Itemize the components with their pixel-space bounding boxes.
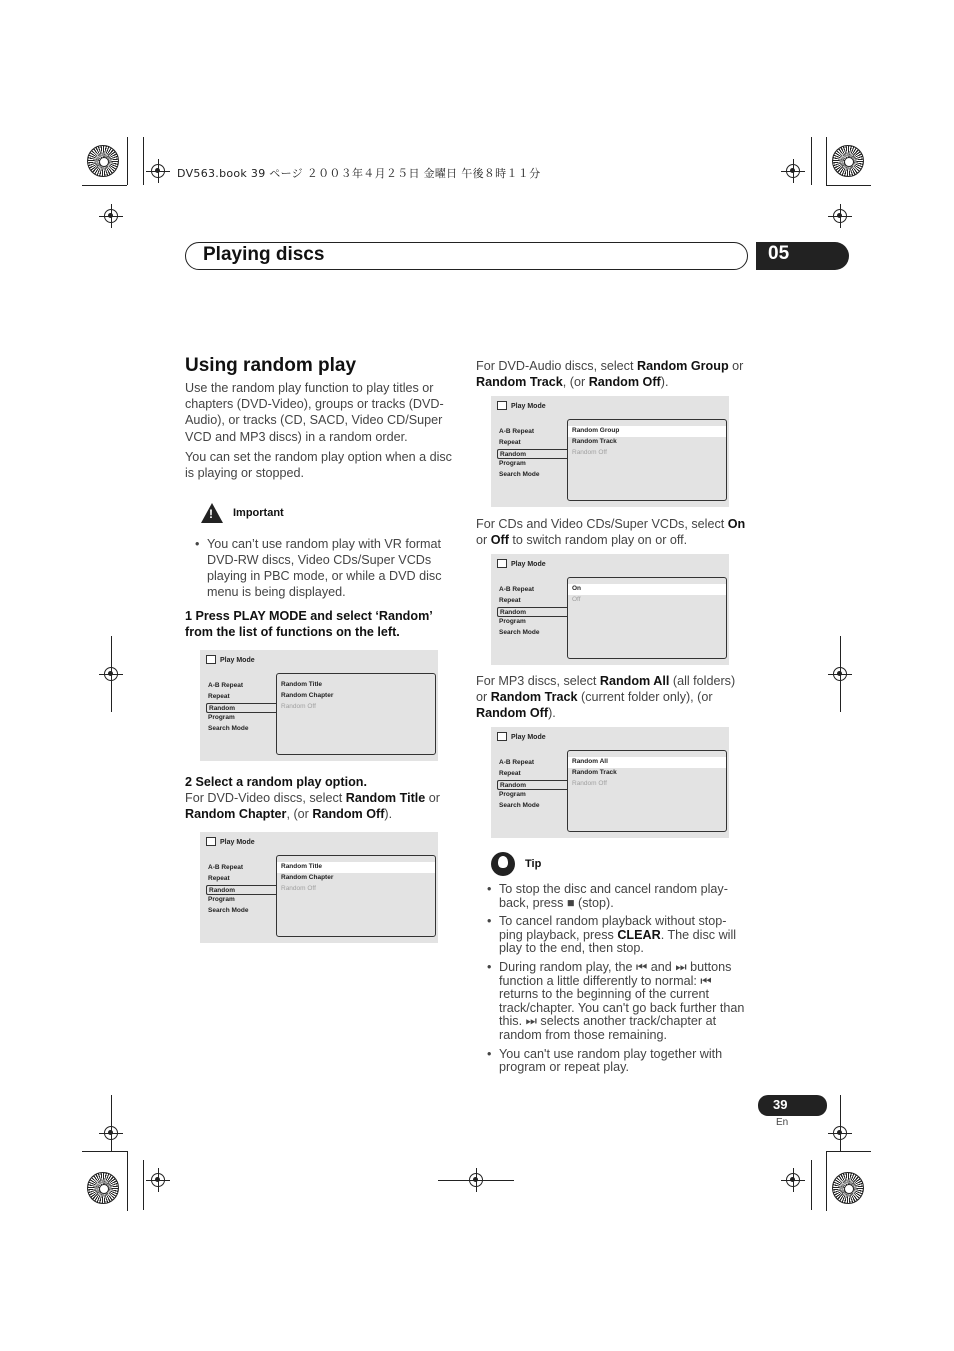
cd-paragraph: For CDs and Video CDs/Super VCDs, select On or Off to switch random play on or off. — [476, 517, 746, 548]
tip-label: Tip — [491, 852, 541, 876]
screen-options — [567, 419, 727, 501]
step-2: 2 Select a random play option. — [185, 775, 367, 789]
option-item-highlighted: Random All — [568, 757, 726, 768]
dvd-video-paragraph: For DVD-Video discs, select Random Title or Random Chapter, (or Random Off). — [185, 791, 440, 822]
option-item: Random Chapter — [281, 691, 334, 699]
menu-item: Repeat — [208, 692, 230, 700]
screen-title: Play Mode — [511, 561, 546, 568]
registration-starburst-icon — [832, 145, 864, 177]
menu-item: Program — [499, 460, 526, 468]
screen-mp3 — [491, 727, 729, 838]
registration-starburst-icon — [87, 1172, 119, 1204]
menu-item-selected: Random — [206, 703, 276, 714]
option-item: Random Track — [572, 437, 617, 445]
screen-menu — [206, 681, 276, 735]
screen-menu — [497, 585, 567, 639]
menu-item: Program — [499, 791, 526, 799]
menu-item: Program — [208, 714, 235, 722]
play-mode-icon — [206, 655, 216, 664]
screen-options — [276, 855, 436, 937]
list-item: • To stop the disc and cancel random play-back, press ■ (stop). — [485, 883, 747, 910]
menu-item: Search Mode — [208, 725, 249, 733]
intro-paragraph: You can set the random play option when a disc is playing or stopped. — [185, 450, 452, 481]
option-item-highlighted: Random Title — [277, 862, 435, 873]
menu-item: Repeat — [499, 438, 521, 446]
registration-starburst-icon — [832, 1172, 864, 1204]
play-mode-icon — [206, 837, 216, 846]
page-number: 39 — [758, 1095, 827, 1116]
crosshair-icon — [104, 209, 118, 223]
menu-item: Program — [499, 618, 526, 626]
screen-menu — [206, 863, 276, 917]
screen-title: Play Mode — [511, 734, 546, 741]
menu-item-selected: Random — [497, 607, 567, 618]
menu-item: Search Mode — [499, 802, 540, 810]
warning-icon — [201, 503, 223, 523]
menu-item: Search Mode — [499, 471, 540, 479]
menu-item: Repeat — [499, 596, 521, 604]
screen-options — [276, 673, 436, 755]
list-item: • To cancel random playback without stop-ping playback, press CLEAR. The disc will play to the end, then stop. — [485, 915, 747, 956]
screen-options — [567, 577, 727, 659]
chapter-badge: 05 — [756, 242, 849, 270]
menu-item: A-B Repeat — [499, 586, 535, 593]
language-code: En — [776, 1117, 789, 1128]
menu-item: A-B Repeat — [499, 759, 535, 766]
list-item: • You can’t use random play with VR format DVD-RW discs, Video CDs/Super VCDs playing in PBC mode, or while a DVD disc menu is being displayed. — [193, 536, 455, 600]
option-item: Random Track — [572, 768, 617, 776]
option-item: Off — [572, 595, 581, 603]
crosshair-icon — [833, 209, 847, 223]
menu-item: A-B Repeat — [499, 428, 535, 435]
menu-item: A-B Repeat — [208, 682, 244, 689]
menu-item: Search Mode — [208, 907, 249, 915]
play-mode-icon — [497, 732, 507, 741]
list-item: • You can't use random play together with program or repeat play. — [485, 1048, 747, 1075]
menu-item: Program — [208, 896, 235, 904]
tip-list — [485, 883, 747, 1080]
option-item: Random Off — [281, 702, 316, 710]
list-item: • During random play, the ⏮ and ⏭ buttons function a little differently to normal: ⏮ returns to the beginning of the current track/chapter. You can't go back further than this. ⏭ selects another track/chapter at random from those remaining. — [485, 961, 747, 1043]
dvd-audio-paragraph: For DVD-Audio discs, select Random Group or Random Track, (or Random Off). — [476, 359, 744, 390]
crosshair-icon — [786, 164, 800, 178]
crosshair-icon — [151, 1173, 165, 1187]
page-heading: Using random play — [185, 355, 357, 376]
option-item: Random Off — [572, 448, 607, 456]
crosshair-icon — [786, 1173, 800, 1187]
important-label: ! Important — [201, 503, 284, 523]
option-item-highlighted: On — [568, 584, 726, 595]
menu-item-selected: Random — [497, 780, 567, 791]
mp3-paragraph: For MP3 discs, select Random All (all folders) or Random Track (current folder only), (or Random Off). — [476, 674, 736, 721]
option-item: Random Off — [281, 884, 316, 892]
menu-item: A-B Repeat — [208, 864, 244, 871]
menu-item: Search Mode — [499, 629, 540, 637]
screen-menu — [497, 758, 567, 812]
intro-paragraph: Use the random play function to play titles or chapters (DVD-Video), groups or tracks (DVD-Audio), or tracks (CD, SACD, Video CD/Super VCD and MP3 discs) in a random order. — [185, 381, 444, 444]
screen-dvd-audio — [491, 396, 729, 507]
crosshair-icon — [151, 164, 165, 178]
menu-item: Repeat — [208, 874, 230, 882]
screen-play-mode-random — [200, 650, 438, 761]
menu-item-selected: Random — [497, 449, 567, 460]
screen-title: Play Mode — [511, 403, 546, 410]
important-list — [193, 536, 455, 605]
step-1: 1 Press PLAY MODE and select ‘Random’ from the list of functions on the left. — [185, 609, 433, 640]
option-item: Random Title — [281, 681, 323, 688]
screen-title: Play Mode — [220, 657, 255, 664]
lightbulb-icon — [491, 852, 515, 876]
option-item-highlighted: Random Group — [568, 426, 726, 437]
screen-cd — [491, 554, 729, 665]
screen-dvd-video — [200, 832, 438, 943]
screen-title: Play Mode — [220, 839, 255, 846]
option-item: Random Off — [572, 779, 607, 787]
play-mode-icon — [497, 401, 507, 410]
screen-options — [567, 750, 727, 832]
menu-item-selected: Random — [206, 885, 276, 896]
screen-menu — [497, 427, 567, 481]
play-mode-icon — [497, 559, 507, 568]
section-title: Playing discs — [203, 244, 325, 265]
option-item: Random Chapter — [281, 873, 334, 881]
registration-starburst-icon — [87, 145, 119, 177]
file-header: DV563.book 39 ページ ２００３年４月２５日 金曜日 午後８時１１分 — [177, 167, 541, 180]
menu-item: Repeat — [499, 769, 521, 777]
